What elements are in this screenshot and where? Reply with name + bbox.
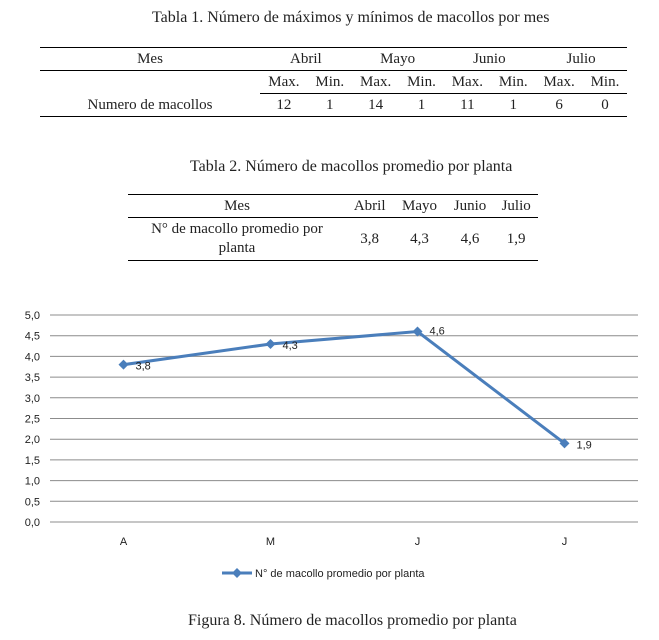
table2-header-mes: Mes: [128, 195, 346, 218]
table1-subheader: Max.: [443, 71, 491, 94]
table1-cell: 1: [509, 97, 517, 113]
table1: [40, 47, 627, 117]
table2-month: Mayo: [393, 195, 445, 218]
y-tick-label: 1,5: [24, 454, 40, 467]
legend-label: N° de macollo promedio por planta: [255, 568, 425, 580]
table2-cell: 4,6: [460, 231, 480, 247]
series-line: [124, 332, 565, 444]
table1-cell: 1: [326, 97, 334, 113]
table1-blank-cell: [40, 71, 260, 94]
y-tick-label: 3,5: [24, 372, 40, 385]
table2: [128, 194, 538, 261]
table2-month: Julio: [494, 195, 538, 218]
y-tick-label: 2,5: [24, 413, 40, 426]
y-tick-label: 4,5: [24, 330, 40, 343]
x-tick-label: J: [414, 536, 421, 548]
data-point: [119, 360, 129, 370]
x-tick-label: A: [119, 536, 128, 548]
table2-cell: 1,9: [506, 231, 526, 247]
table2-cell: 4,3: [410, 231, 429, 247]
figure-caption: Figura 8. Número de macollos promedio por planta: [188, 612, 517, 629]
y-tick-label: 2,0: [24, 434, 40, 447]
table1-subheader: Min.: [491, 71, 535, 94]
table1-caption: Tabla 1. Número de máximos y mínimos de macollos por mes: [152, 9, 550, 26]
table1-cell: 6: [555, 97, 563, 113]
table1-subheader: Min.: [400, 71, 444, 94]
y-tick-label: 3,0: [24, 392, 40, 405]
x-tick-label: M: [265, 536, 276, 548]
table1-subheader: Max.: [260, 71, 308, 94]
table1-month: Julio: [535, 48, 627, 71]
data-label: 4,6: [429, 325, 445, 338]
y-tick-label: 4,0: [24, 351, 40, 364]
table1-cell: 0: [601, 97, 609, 113]
table2-row-label: N° de macollo promedio por planta: [151, 221, 323, 256]
data-label: 1,9: [576, 439, 592, 452]
legend-marker: [232, 568, 242, 578]
y-tick-label: 1,0: [24, 475, 40, 488]
table2-month: Junio: [446, 195, 495, 218]
table1-month: Mayo: [352, 48, 444, 71]
table2-caption: Tabla 2. Número de macollos promedio por planta: [190, 158, 513, 175]
table1-cell: 12: [276, 97, 292, 113]
y-tick-label: 0,0: [24, 517, 40, 529]
table1-month: Abril: [260, 48, 352, 71]
table1-subheader: Min.: [583, 71, 627, 94]
table1-cell: 1: [417, 97, 426, 113]
table1-cell: 14: [368, 97, 384, 113]
data-point: [266, 339, 276, 349]
table2-cell: 3,8: [360, 231, 380, 247]
y-tick-label: 0,5: [24, 496, 40, 509]
y-tick-label: 5,0: [24, 310, 40, 322]
line-chart: [0, 300, 659, 600]
table2-month: Abril: [346, 195, 393, 218]
data-label: 3,8: [135, 360, 151, 373]
table1-cell: 11: [460, 97, 475, 113]
table1-header-mes: Mes: [40, 48, 260, 71]
table1-row-label: Numero de macollos: [87, 96, 213, 113]
table1-subheader: Max.: [535, 71, 583, 94]
x-tick-label: J: [561, 536, 568, 548]
data-label: 4,3: [282, 339, 298, 352]
table1-month: Junio: [443, 48, 535, 71]
table1-subheader: Max.: [352, 71, 400, 94]
table1-subheader: Min.: [308, 71, 352, 94]
